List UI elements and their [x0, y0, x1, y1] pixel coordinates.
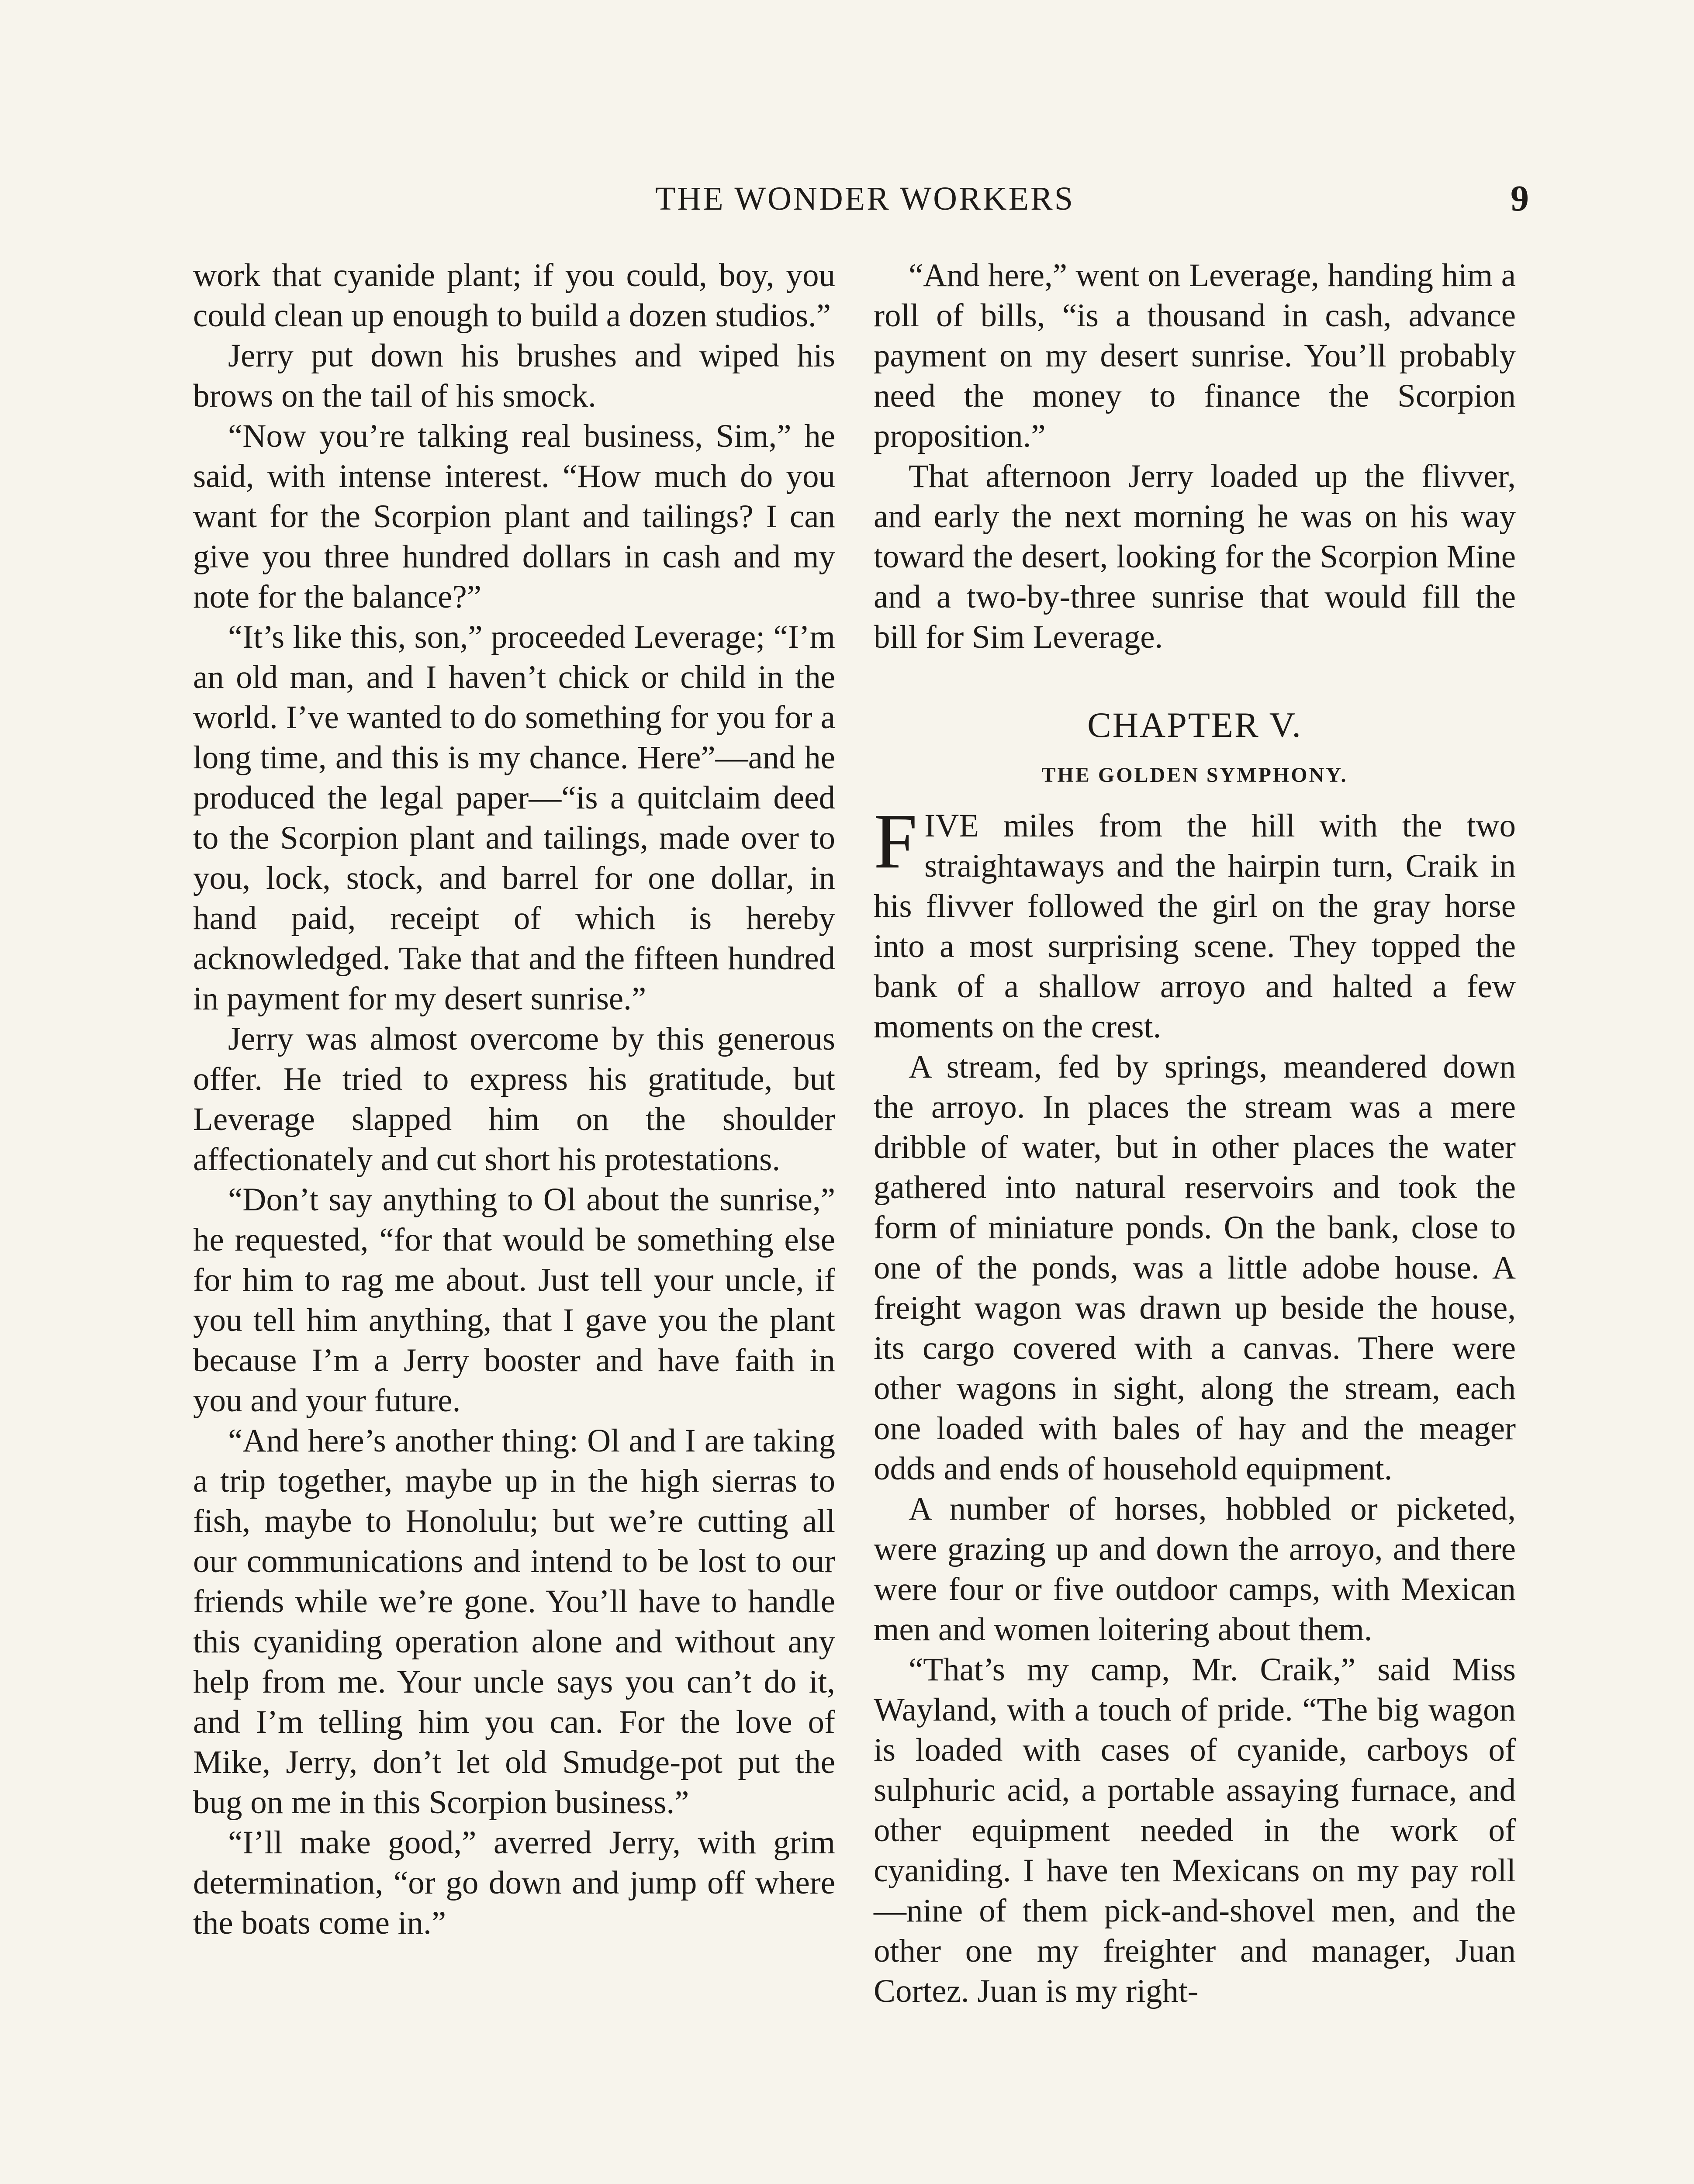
- paragraph: “Now you’re talking real business, Sim,” he said, with intense interest. “How much do you want for the Scorpion plant and tailings? I can give you three hundred dollars in cash and my note for the balance?”: [193, 418, 835, 615]
- chapter-title: CHAPTER V.: [1087, 705, 1302, 745]
- left-column: [193, 256, 835, 2184]
- paragraph: “And here,” went on Leverage, handing him a roll of bills, “is a thousand in cash, advance payment on my desert sunrise. You’ll probably need the money to finance the Scorpion proposition.”: [874, 257, 1516, 454]
- right-column: [874, 256, 1516, 2184]
- page-number: 9: [1511, 178, 1529, 219]
- paragraph: work that cyanide plant; if you could, boy, you could clean up enough to build a dozen studios.”: [193, 257, 835, 334]
- paragraph: “Don’t say anything to Ol about the sunrise,” he requested, “for that would be something else for him to rag me about. Just tell your uncle, if you tell him anything, that I gave you the plant because I’m a Jerry booster and have faith in you and your future.: [193, 1182, 835, 1419]
- running-head: THE WONDER WORKERS: [655, 180, 1075, 217]
- chapter-subtitle: THE GOLDEN SYMPHONY.: [1041, 764, 1348, 787]
- paragraph: “And here’s another thing: Ol and I are taking a trip together, maybe up in the high sierras to fish, maybe to Honolulu; but we’re cutting all our communications and intend to be lost to our friends while we’re gone. You’ll have to handle this cyaniding operation alone and without any help from me. Your uncle says you can’t do it, and I’m telling him you can. For the love of Mike, Jerry, don’t let old Smudge-pot put the bug on me in this Scorpion business.”: [193, 1423, 835, 1821]
- paragraph: “It’s like this, son,” proceeded Leverage; “I’m an old man, and I haven’t chick or child in the world. I’ve wanted to do something for you for a long time, and this is my chance. Here”—and he produced the legal paper—“is a quitclaim deed to the Scorpion plant and tailings, made over to you, lock, stock, and barrel for one dollar, in hand paid, receipt of which is hereby acknowledged. Take that and the fifteen hundred in payment for my desert sunrise.”: [193, 619, 835, 1017]
- paragraph: Jerry was almost overcome by this generous offer. He tried to express his gratitude, but Leverage slapped him on the shoulder affectionately and cut short his protestations.: [193, 1021, 835, 1178]
- opening-paragraph-text: IVE miles from the hill with the two straightaways and the hairpin turn, Craik in his flivver followed the girl on the gray horse into a most surprising scene. They topped the bank of a shallow arroyo and halted a few moments on the crest.: [874, 808, 1516, 1045]
- chapter-opening-paragraph: [874, 798, 1516, 1047]
- paragraph: A stream, fed by springs, meandered down the arroyo. In places the stream was a mere dribble of water, but in other places the water gathered into natural reservoirs and took the form of miniature ponds. On the bank, close to one of the ponds, was a little adobe house. A freight wagon was drawn up beside the house, its cargo covered with a canvas. There were other wagons in sight, along the stream, each one loaded with bales of hay and the meager odds and ends of household equipment.: [874, 1049, 1516, 1487]
- paragraph: “I’ll make good,” averred Jerry, with grim determination, “or go down and jump off where the boats come in.”: [193, 1825, 835, 1941]
- paragraph: That afternoon Jerry loaded up the flivver, and early the next morning he was on his way toward the desert, looking for the Scorpion Mine and a two-by-three sunrise that would fill the bill for Sim Leverage.: [874, 458, 1516, 655]
- paragraph: A number of horses, hobbled or picketed, were grazing up and down the arroyo, and there were four or five outdoor camps, with Mexican men and women loitering about them.: [874, 1491, 1516, 1648]
- paragraph: “That’s my camp, Mr. Craik,” said Miss Wayland, with a touch of pride. “The big wagon is loaded with cases of cyanide, carboys of sulphuric acid, a portable assaying furnace, and other equipment needed in the work of cyaniding. I have ten Mexicans on my pay roll—nine of them pick-and-shovel men, and the other one my freighter and manager, Juan Cortez. Juan is my right-: [874, 1652, 1516, 2009]
- drop-cap-letter: F: [874, 798, 918, 885]
- paragraph: Jerry put down his brushes and wiped his brows on the tail of his smock.: [193, 338, 835, 414]
